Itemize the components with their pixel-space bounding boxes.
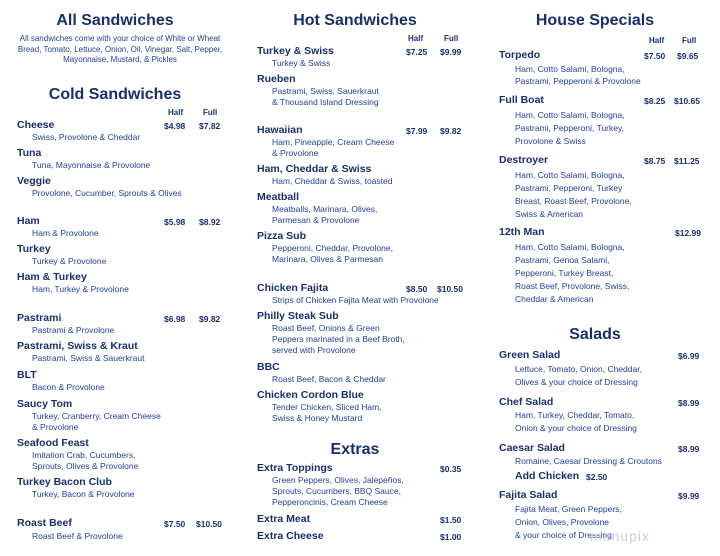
- item-turkey-swiss-name: Turkey & Swiss: [257, 45, 334, 57]
- item-extra-toppings-desc-1: Green Peppers, Olives, Jalepeños,: [272, 475, 404, 485]
- item-12th-man-name: 12th Man: [499, 226, 545, 238]
- item-chicken-fajita-full-price: $10.50: [437, 284, 463, 294]
- item-blt-name: BLT: [17, 369, 37, 381]
- item-tuna-name: Tuna: [17, 147, 42, 159]
- half-header: Half: [168, 108, 184, 117]
- item-philly-steak-sub-desc-1: Roast Beef, Onions & Green: [272, 323, 380, 333]
- item-chicken-cordon-blue-desc-1: Tender Chicken, Sliced Ham,: [272, 402, 382, 412]
- item-roast-beef-desc: Roast Beef & Provolone: [32, 531, 123, 541]
- item-extra-toppings-desc-2: Sprouts, Cucumbers, BBQ Sauce,: [272, 486, 401, 496]
- extras-title: Extras: [330, 441, 380, 458]
- item-seafood-feast-desc-2: Sprouts, Olives & Provolone: [32, 461, 139, 471]
- item-destroyer-full-price: $11.25: [674, 156, 700, 166]
- item-12th-man-desc-4: Roast Beef, Provolone, Swiss,: [515, 281, 630, 291]
- item-turkey-desc: Turkey & Provolone: [32, 256, 107, 266]
- hot-sandwiches-title: Hot Sandwiches: [293, 12, 417, 29]
- item-veggie-desc: Provolone, Cucumber, Sprouts & Olives: [32, 188, 182, 198]
- full-header: Full: [203, 108, 218, 117]
- item-caesar-salad-name: Caesar Salad: [499, 442, 565, 454]
- item-tuna-desc: Tuna, Mayonnaise & Provolone: [32, 160, 151, 170]
- item-hawaiian-full-price: $9.82: [440, 126, 462, 136]
- item-torpedo-full-price: $9.65: [677, 51, 699, 61]
- item-full-boat-desc-1: Ham, Cotto Salami, Bologna,: [515, 110, 625, 120]
- item-philly-steak-sub-desc-3: served with Provolone: [272, 345, 356, 355]
- item-meatball-desc-2: Parmesan & Provolone: [272, 215, 360, 225]
- half-header: Half: [408, 34, 424, 43]
- item-fajita-salad-desc-2: Onion, Olives, Provolone: [515, 517, 610, 527]
- item-pastrami-desc: Pastrami & Provolone: [32, 325, 115, 335]
- house-specials-title: House Specials: [535, 12, 655, 29]
- item-chef-salad-name: Chef Salad: [499, 396, 554, 408]
- item-fajita-salad-price: $9.99: [678, 491, 700, 501]
- item-chef-salad-desc-1: Ham, Turkey, Cheddar, Tomato,: [515, 410, 635, 420]
- item-destroyer-half-price: $8.75: [644, 156, 666, 166]
- item-ham-name: Ham: [17, 215, 40, 227]
- item-12th-man-desc-2: Pastrami, Genoa Salami,: [515, 255, 610, 265]
- item-12th-man-desc-3: Pepperoni, Turkey Breast,: [515, 268, 614, 278]
- item-green-salad-price: $6.99: [678, 351, 700, 361]
- item-torpedo-desc-2: Pastrami, Pepperoni & Provolone: [515, 76, 641, 86]
- item-green-salad-desc-2: Olives & your choice of Dressing: [515, 377, 638, 387]
- item-chicken-fajita-half-price: $8.50: [406, 284, 428, 294]
- item-saucy-tom-desc-2: & Provolone: [32, 422, 79, 432]
- item-destroyer-name: Destroyer: [499, 154, 549, 166]
- cold-sandwiches-title: Cold Sandwiches: [48, 86, 182, 103]
- item-philly-steak-sub-name: Philly Steak Sub: [257, 310, 339, 322]
- item-destroyer-desc-3: Breast, Roast Beef, Provolone,: [515, 196, 632, 206]
- item-philly-steak-sub-desc-2: Peppers marinated in a Beef Broth,: [272, 334, 405, 344]
- item-torpedo-half-price: $7.50: [644, 51, 666, 61]
- item-roast-beef-name: Roast Beef: [17, 517, 72, 529]
- item-blt-desc: Bacon & Provolone: [32, 382, 105, 392]
- item-pastrami-name: Pastrami: [17, 312, 62, 324]
- item-full-boat-half-price: $8.25: [644, 96, 666, 106]
- item-extra-toppings-price: $0.35: [440, 464, 462, 474]
- item-saucy-tom-name: Saucy Tom: [17, 398, 73, 410]
- item-extra-cheese-price: $1.00: [440, 532, 462, 542]
- item-saucy-tom-desc-1: Turkey, Cranberry, Cream Cheese: [32, 411, 161, 421]
- item-pizza-sub-name: Pizza Sub: [257, 230, 307, 242]
- item-torpedo-name: Torpedo: [499, 49, 541, 61]
- item-rueben-desc-1: Pastrami, Swiss, Sauerkraut: [272, 86, 379, 96]
- watermark: menupix: [590, 528, 650, 544]
- item-fajita-salad-desc-3: & your choice of Dressing: [515, 530, 612, 540]
- item-ham-half-price: $5.98: [164, 217, 186, 227]
- full-header: Full: [682, 36, 697, 45]
- item-seafood-feast-desc-1: Imitation Crab, Cucumbers,: [32, 450, 136, 460]
- item-green-salad-name: Green Salad: [499, 349, 561, 361]
- item-roast-beef-half-price: $7.50: [164, 519, 186, 529]
- item-pastrami-swiss-kraut-name: Pastrami, Swiss & Kraut: [17, 340, 138, 352]
- item-caesar-salad-desc: Romaine, Caesar Dressing & Croutons: [515, 456, 662, 466]
- item-chicken-fajita-name: Chicken Fajita: [257, 282, 329, 294]
- item-12th-man-desc-1: Ham, Cotto Salami, Bologna,: [515, 242, 625, 252]
- add-chicken-label: Add Chicken: [515, 470, 580, 482]
- item-hawaiian-desc-2: & Provolone: [272, 148, 319, 158]
- item-hawaiian-half-price: $7.99: [406, 126, 428, 136]
- item-veggie-name: Veggie: [17, 175, 51, 187]
- item-ham-turkey-desc: Ham, Turkey & Provolone: [32, 284, 129, 294]
- item-cheese-desc: Swiss, Provolone & Cheddar: [32, 132, 141, 142]
- item-roast-beef-full-price: $10.50: [196, 519, 222, 529]
- item-full-boat-full-price: $10.65: [674, 96, 700, 106]
- item-caesar-salad-price: $8.99: [678, 444, 700, 454]
- half-header: Half: [649, 36, 665, 45]
- item-hawaiian-name: Hawaiian: [257, 124, 303, 136]
- item-seafood-feast-name: Seafood Feast: [17, 437, 89, 449]
- item-turkey-bacon-club-desc: Turkey, Bacon & Provolone: [32, 489, 135, 499]
- item-pastrami-half-price: $6.98: [164, 314, 186, 324]
- item-ham-desc: Ham & Provolone: [32, 228, 99, 238]
- item-cheese-name: Cheese: [17, 119, 55, 131]
- item-bbc-name: BBC: [257, 361, 280, 373]
- item-chicken-fajita-desc: Strips of Chicken Fajita Meat with Provolone: [272, 295, 439, 305]
- item-meatball-desc-1: Meatballs, Marinara, Olives,: [272, 204, 378, 214]
- item-bbc-desc: Roast Beef, Bacon & Cheddar: [272, 374, 386, 384]
- item-ham-cheddar-swiss-name: Ham, Cheddar & Swiss: [257, 163, 372, 175]
- item-ham-turkey-name: Ham & Turkey: [17, 271, 87, 283]
- item-full-boat-desc-3: Provolone & Swiss: [515, 136, 586, 146]
- item-chicken-cordon-blue-desc-2: Swiss & Honey Mustard: [272, 413, 363, 423]
- item-pastrami-swiss-kraut-desc: Pastrami, Swiss & Sauerkraut: [32, 353, 145, 363]
- item-pizza-sub-desc-2: Marinara, Olives & Parmesan: [272, 254, 384, 264]
- item-fajita-salad-desc-1: Fajita Meat, Green Peppers,: [515, 504, 622, 514]
- item-chicken-cordon-blue-name: Chicken Cordon Blue: [257, 389, 364, 401]
- item-extra-toppings-desc-3: Pepperoncinis, Cream Cheese: [272, 497, 388, 507]
- item-pastrami-full-price: $9.82: [199, 314, 221, 324]
- item-extra-toppings-name: Extra Toppings: [257, 462, 333, 474]
- all-sandwiches-title: All Sandwiches: [56, 12, 174, 29]
- item-destroyer-desc-2: Pastrami, Pepperoni, Turkey: [515, 183, 623, 193]
- item-12th-man-full-price: $12.99: [675, 228, 701, 238]
- item-turkey-swiss-half-price: $7.25: [406, 47, 428, 57]
- item-torpedo-desc-1: Ham, Cotto Salami, Bologna,: [515, 64, 625, 74]
- item-12th-man-desc-5: Cheddar & American: [515, 294, 594, 304]
- item-hawaiian-desc-1: Ham, Pineapple, Cream Cheese: [272, 137, 395, 147]
- item-chef-salad-desc-2: Onion & your choice of Dressing: [515, 423, 637, 433]
- item-extra-meat-name: Extra Meat: [257, 513, 311, 525]
- item-destroyer-desc-1: Ham, Cotto Salami, Bologna,: [515, 170, 625, 180]
- item-turkey-swiss-desc: Turkey & Swiss: [272, 58, 331, 68]
- item-fajita-salad-name: Fajita Salad: [499, 489, 558, 501]
- all-sandwiches-intro: All sandwiches come with your choice of White or Wheat Bread, Tomato, Lettuce, Onion, Oil, Vinegar, Salt, Pepper, Mayonnaise, Mustard, & Pickles: [17, 34, 223, 64]
- item-rueben-name: Rueben: [257, 73, 296, 85]
- item-cheese-full-price: $7.82: [199, 121, 221, 131]
- item-full-boat-desc-2: Pastrami, Pepperoni, Turkey,: [515, 123, 624, 133]
- item-destroyer-desc-4: Swiss & American: [515, 209, 584, 219]
- item-chef-salad-price: $8.99: [678, 398, 700, 408]
- item-cheese-half-price: $4.98: [164, 121, 186, 131]
- item-turkey-swiss-full-price: $9.99: [440, 47, 462, 57]
- item-ham-cheddar-swiss-desc: Ham, Cheddar & Swiss, toasted: [272, 176, 393, 186]
- item-pizza-sub-desc-1: Pepperoni, Cheddar, Provolone,: [272, 243, 393, 253]
- add-chicken-price: $2.50: [586, 472, 608, 482]
- item-rueben-desc-2: & Thousand Island Dressing: [272, 97, 379, 107]
- item-extra-cheese-name: Extra Cheese: [257, 530, 324, 542]
- item-full-boat-name: Full Boat: [499, 94, 544, 106]
- item-extra-meat-price: $1.50: [440, 515, 462, 525]
- item-turkey-bacon-club-name: Turkey Bacon Club: [17, 476, 112, 488]
- item-turkey-name: Turkey: [17, 243, 51, 255]
- item-meatball-name: Meatball: [257, 191, 300, 203]
- full-header: Full: [444, 34, 459, 43]
- item-green-salad-desc-1: Lettuce, Tomato, Onion, Cheddar,: [515, 364, 642, 374]
- salads-title: Salads: [569, 326, 621, 343]
- item-ham-full-price: $8.92: [199, 217, 221, 227]
